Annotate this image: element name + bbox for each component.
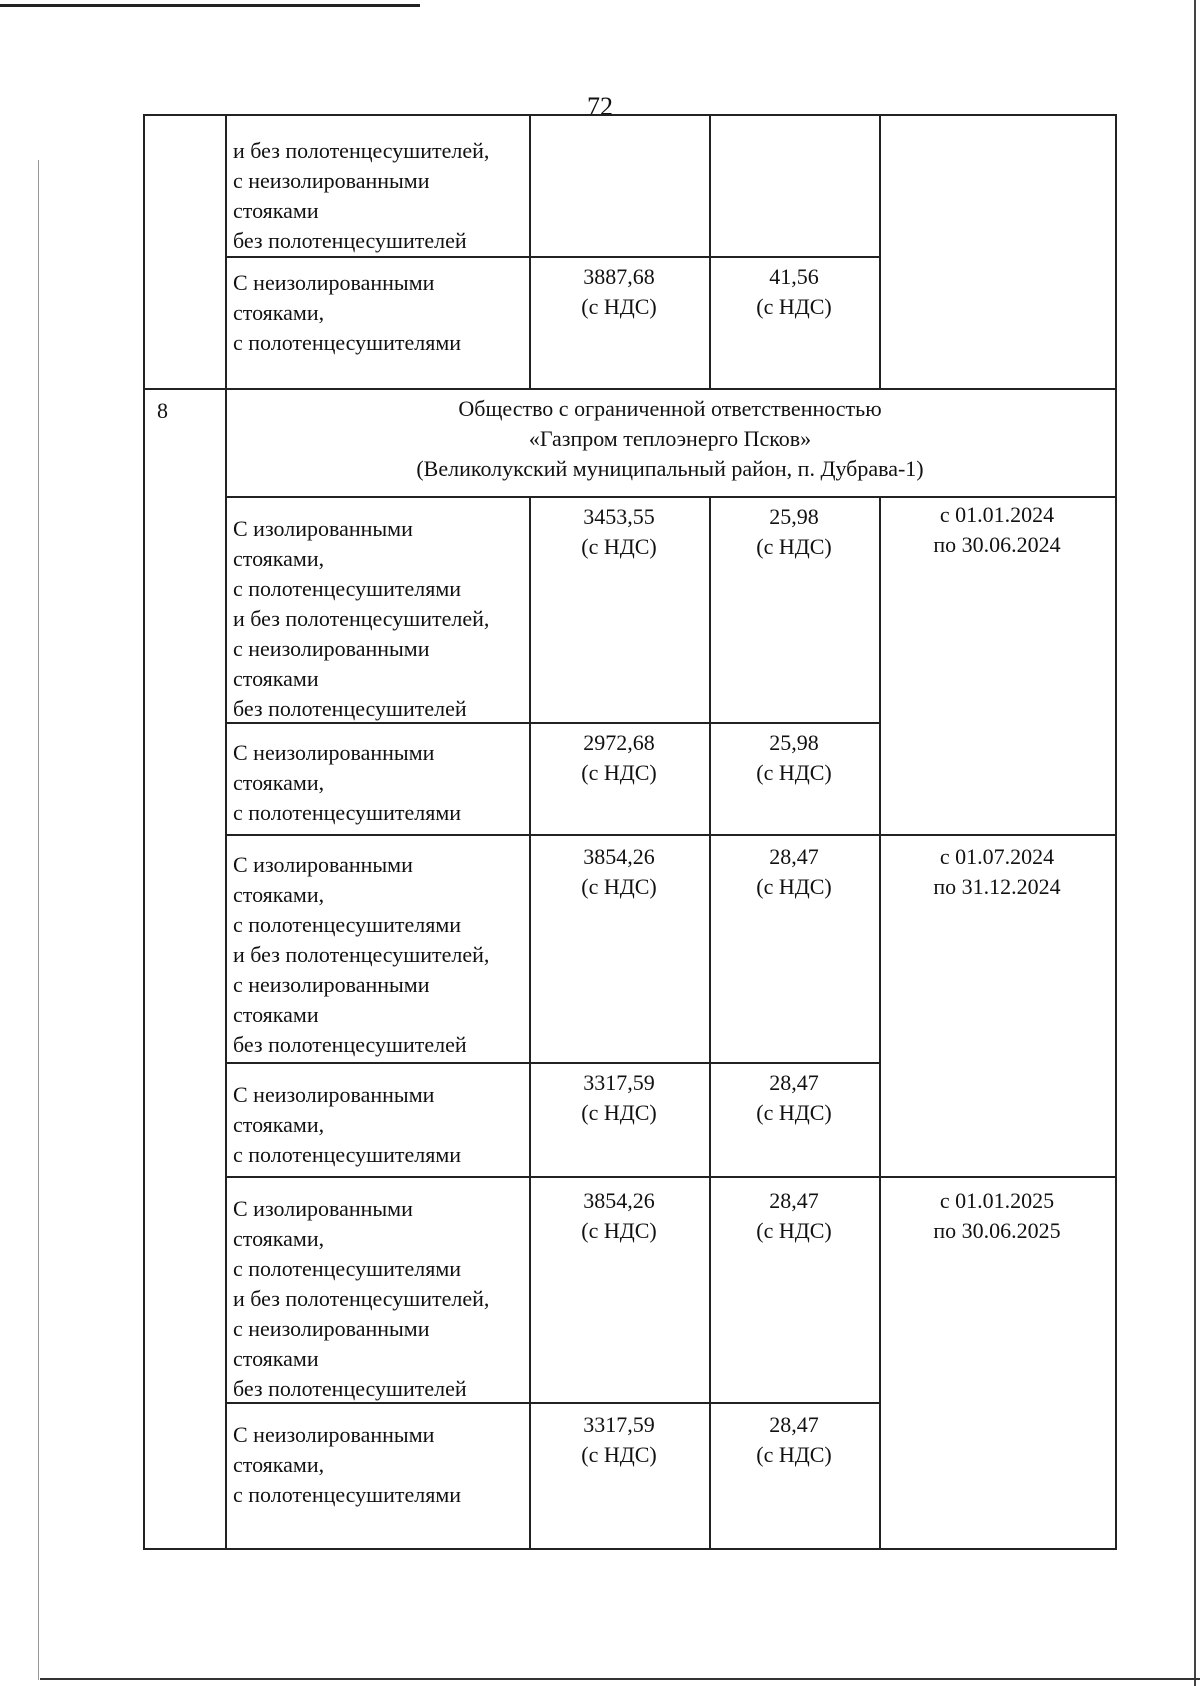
period-cell: с 01.01.2024 по 30.06.2024 bbox=[933, 502, 1061, 557]
tariff-cell: 3854,26 (с НДС) bbox=[581, 844, 657, 899]
continuation-block bbox=[225, 116, 1115, 388]
component-cell: 28,47 (с НДС) bbox=[756, 1188, 832, 1243]
tariff-cell: 3854,26 (с НДС) bbox=[581, 1188, 657, 1243]
tariff-cell: 3317,59 (с НДС) bbox=[581, 1070, 657, 1125]
component-cell: 28,47 (с НДС) bbox=[756, 1412, 832, 1467]
section-8-data bbox=[225, 496, 1115, 1548]
component-cell: 28,47 (с НДС) bbox=[756, 1070, 832, 1125]
description-cell: С неизолированными стояками, с полотенцесушителями bbox=[233, 270, 462, 355]
scan-edge-bottom bbox=[40, 1678, 1200, 1680]
tariff-cell: 2972,68 (с НДС) bbox=[581, 730, 657, 785]
description-cell: С неизолированными стояками, с полотенцесушителями bbox=[233, 740, 462, 825]
description-cell: С неизолированными стояками, с полотенцесушителями bbox=[233, 1082, 462, 1167]
period-cell: с 01.07.2024 по 31.12.2024 bbox=[933, 844, 1061, 899]
component-cell: 25,98 (с НДС) bbox=[756, 504, 832, 559]
period-cell: с 01.01.2025 по 30.06.2025 bbox=[933, 1188, 1061, 1243]
scan-edge-top bbox=[0, 4, 420, 7]
scan-edge-right bbox=[1194, 0, 1196, 1686]
row-number: 8 bbox=[157, 398, 168, 423]
component-cell: 25,98 (с НДС) bbox=[756, 730, 832, 785]
scan-edge-left bbox=[38, 160, 39, 1680]
description-cell: С неизолированными стояками, с полотенцесушителями bbox=[233, 1422, 462, 1507]
tariff-cell: 3887,68 (с НДС) bbox=[581, 264, 657, 319]
description-cell: С изолированными стояками, с полотенцесушителями и без полотенцесушителей, с неизолированными стояками без полотенцесушителей bbox=[233, 1196, 490, 1401]
description-cell: и без полотенцесушителей, с неизолированными стояками без полотенцесушителей bbox=[233, 138, 490, 253]
component-cell: 41,56 (с НДС) bbox=[756, 264, 832, 319]
component-cell: 28,47 (с НДС) bbox=[756, 844, 832, 899]
organization-title: Общество с ограниченной ответственностью «Газпром теплоэнерго Псков» (Великолукский муниципальный район, п. Дубрава-1) bbox=[416, 396, 924, 481]
tariff-cell: 3317,59 (с НДС) bbox=[581, 1412, 657, 1467]
description-cell: С изолированными стояками, с полотенцесушителями и без полотенцесушителей, с неизолированными стояками без полотенцесушителей bbox=[233, 516, 490, 721]
tariff-table bbox=[143, 114, 1117, 1550]
description-cell: С изолированными стояками, с полотенцесушителями и без полотенцесушителей, с неизолированными стояками без полотенцесушителей bbox=[233, 852, 490, 1057]
tariff-cell: 3453,55 (с НДС) bbox=[581, 504, 657, 559]
row-number-column bbox=[145, 116, 227, 1548]
page-number: 72 bbox=[587, 92, 613, 121]
